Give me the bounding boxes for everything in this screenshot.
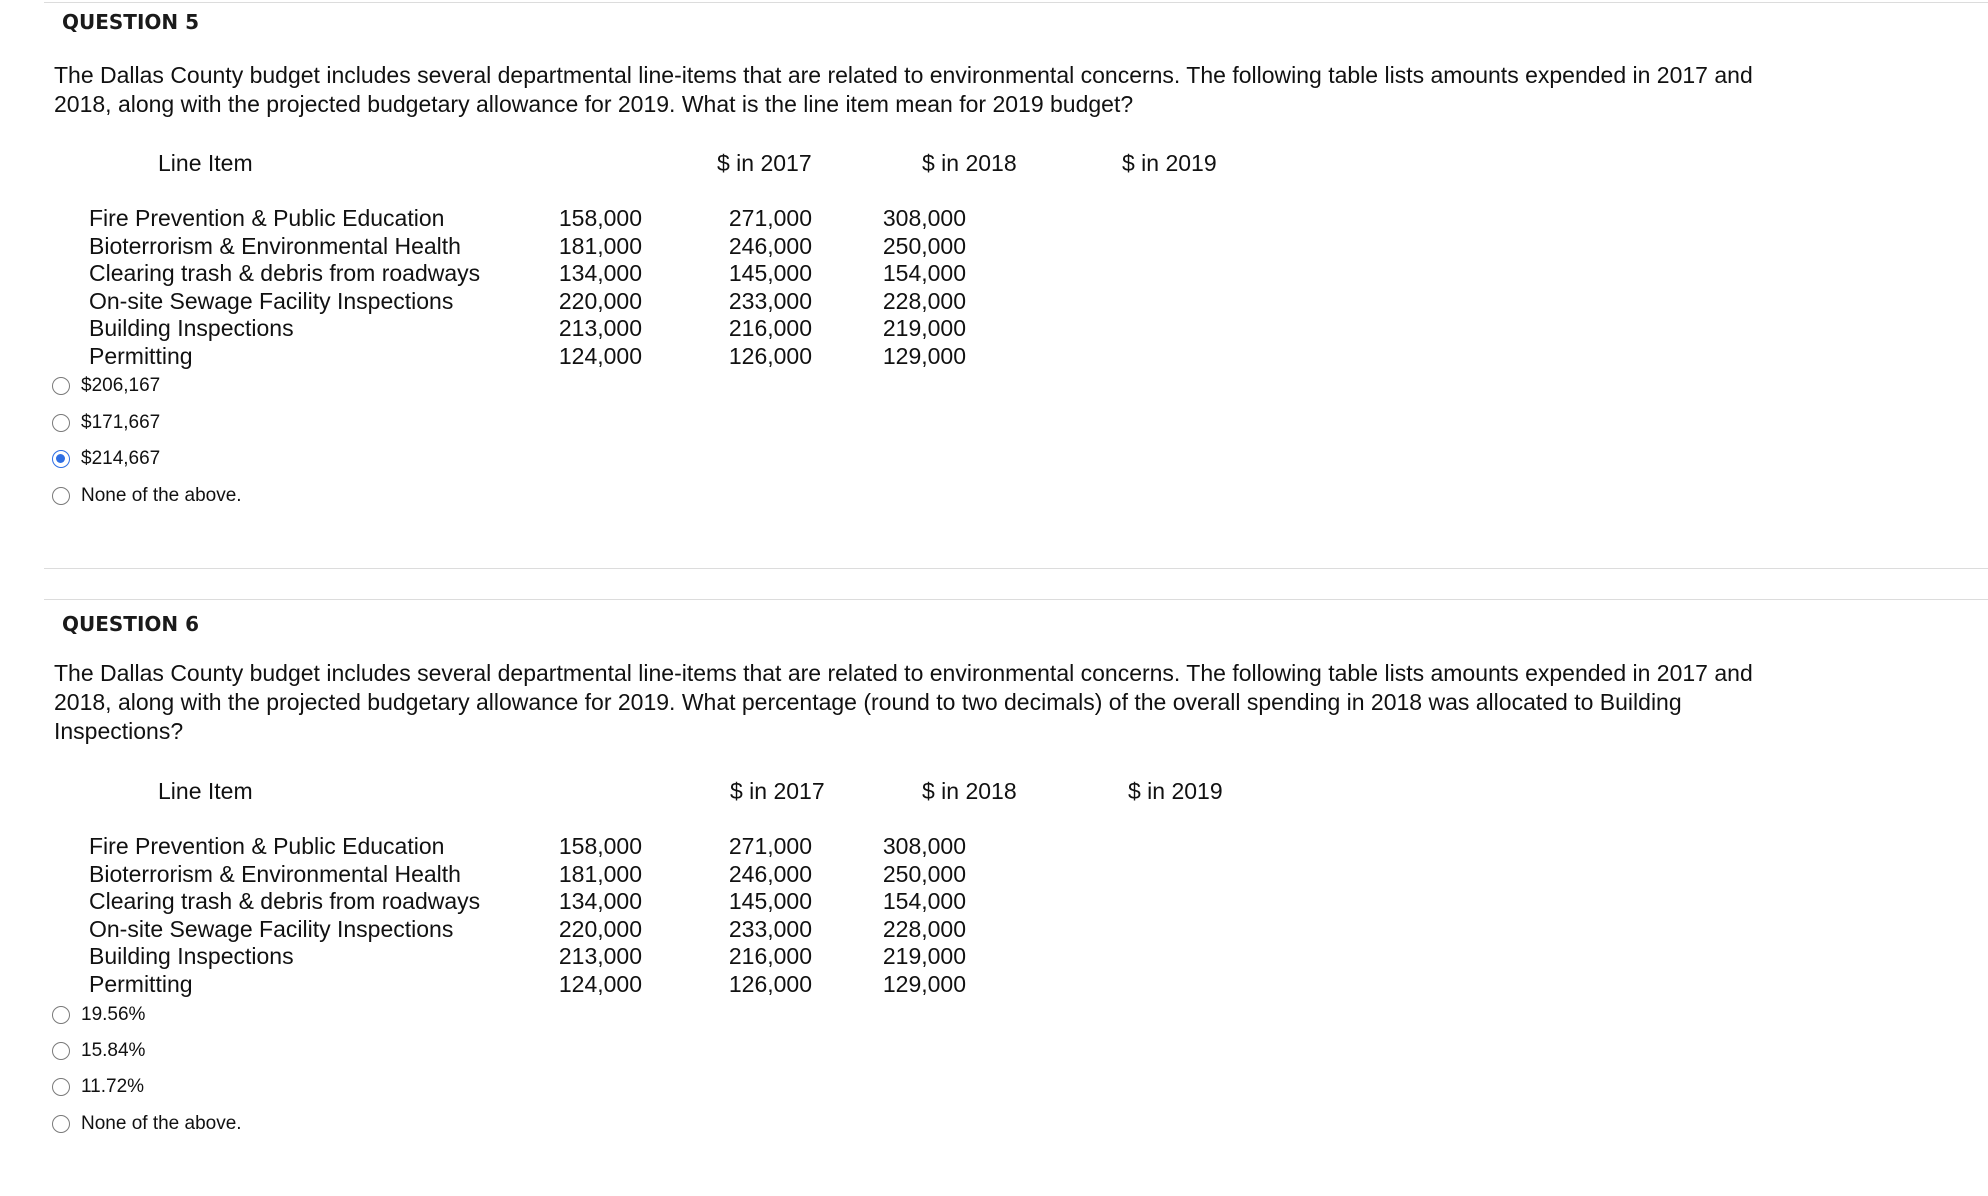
row-label: Clearing trash & debris from roadways: [89, 260, 481, 286]
row-value-col1: 213,000: [558, 315, 642, 341]
radio-button[interactable]: [52, 1078, 70, 1096]
header-2018: $ in 2018: [922, 150, 1017, 176]
row-value-col2: 126,000: [728, 342, 812, 369]
table-row: [0, 943, 1000, 970]
row-value-col3: 154,000: [882, 888, 966, 914]
question-title: QUESTION 5: [62, 10, 200, 34]
row-value-col1: 213,000: [558, 943, 642, 969]
row-value-col2: 271,000: [728, 833, 812, 859]
row-value-col1: 134,000: [558, 888, 642, 914]
option-label[interactable]: $214,667: [81, 448, 161, 469]
question-divider-secondary: [44, 599, 1988, 600]
row-value-col2: 246,000: [728, 860, 812, 887]
table-row: [0, 971, 1000, 998]
answer-option-c[interactable]: [52, 1074, 144, 1100]
row-label: Clearing trash & debris from roadways: [89, 888, 481, 914]
answer-option-a[interactable]: [52, 373, 160, 399]
table-row: [0, 343, 1000, 370]
row-label: Fire Prevention & Public Education: [89, 833, 445, 859]
table-row: [0, 888, 1000, 915]
table-row: [0, 833, 1000, 860]
question-divider: [44, 568, 1988, 569]
row-label: Fire Prevention & Public Education: [89, 205, 445, 231]
row-label: Bioterrorism & Environmental Health: [89, 232, 461, 259]
row-value-col3: 250,000: [882, 232, 966, 259]
row-label: Bioterrorism & Environmental Health: [89, 860, 461, 887]
header-line-item: Line Item: [158, 778, 253, 804]
answer-option-a[interactable]: [52, 1002, 145, 1028]
radio-button[interactable]: [52, 414, 70, 432]
row-value-col2: 216,000: [728, 943, 812, 969]
header-2018: $ in 2018: [922, 778, 1017, 804]
row-value-col1: 220,000: [558, 915, 642, 942]
option-label[interactable]: 11.72%: [81, 1076, 145, 1097]
header-2019: $ in 2019: [1128, 778, 1223, 804]
row-value-col3: 129,000: [882, 970, 966, 997]
question-text: The Dallas County budget includes several departmental line-items that are related to environmental concerns. The following table lists amounts expended in 2017 and 2018, along with the projected budgetary allowance for 2019. What percentage (round to two decimals) of the overall spending in 2018 was allocated to Building Inspections?: [54, 660, 1753, 744]
option-label[interactable]: $171,667: [81, 411, 161, 433]
row-value-col3: 129,000: [882, 342, 966, 369]
table-row: [0, 861, 1000, 888]
option-label[interactable]: 15.84%: [81, 1040, 146, 1061]
row-value-col1: 158,000: [558, 205, 642, 231]
radio-button[interactable]: [52, 1006, 70, 1024]
option-label[interactable]: $206,167: [81, 375, 161, 396]
row-value-col1: 220,000: [558, 287, 642, 314]
row-value-col3: 219,000: [882, 315, 966, 341]
answer-option-d[interactable]: [52, 1111, 242, 1137]
header-line-item: Line Item: [158, 150, 253, 176]
top-divider: [44, 2, 1988, 3]
row-value-col1: 158,000: [558, 833, 642, 859]
radio-button[interactable]: [52, 1042, 70, 1060]
table-row: [0, 260, 1000, 287]
row-value-col2: 126,000: [728, 970, 812, 997]
row-value-col1: 124,000: [558, 970, 642, 997]
row-value-col3: 154,000: [882, 260, 966, 286]
radio-button[interactable]: [52, 487, 70, 505]
row-label: Permitting: [89, 342, 193, 369]
row-value-col2: 246,000: [728, 232, 812, 259]
table-row: [0, 916, 1000, 943]
row-value-col3: 308,000: [882, 205, 966, 231]
option-label[interactable]: None of the above.: [81, 1112, 242, 1134]
row-value-col3: 250,000: [882, 860, 966, 887]
row-value-col1: 124,000: [558, 342, 642, 369]
row-label: On-site Sewage Facility Inspections: [89, 287, 454, 314]
radio-button[interactable]: [52, 450, 70, 468]
answer-option-c[interactable]: [52, 446, 160, 472]
row-label: On-site Sewage Facility Inspections: [89, 915, 454, 942]
row-value-col3: 308,000: [882, 833, 966, 859]
question-text: The Dallas County budget includes several departmental line-items that are related to environmental concerns. The following table lists amounts expended in 2017 and 2018, along with the projected budgetary allowance for 2019. What is the line item mean for 2019 budget?: [54, 62, 1753, 117]
row-value-col3: 219,000: [882, 943, 966, 969]
table-row: [0, 315, 1000, 342]
radio-button[interactable]: [52, 1115, 70, 1133]
row-value-col1: 134,000: [558, 260, 642, 286]
row-label: Building Inspections: [89, 315, 294, 341]
table-row: [0, 288, 1000, 315]
radio-button[interactable]: [52, 377, 70, 395]
row-value-col2: 145,000: [728, 888, 812, 914]
answer-option-d[interactable]: [52, 483, 242, 509]
row-value-col1: 181,000: [558, 860, 642, 887]
header-2017: $ in 2017: [717, 150, 812, 176]
row-value-col2: 271,000: [728, 205, 812, 231]
option-label[interactable]: 19.56%: [81, 1004, 146, 1025]
answer-option-b[interactable]: [52, 1038, 145, 1064]
header-2019: $ in 2019: [1122, 150, 1217, 176]
table-row: [0, 233, 1000, 260]
row-label: Permitting: [89, 970, 193, 997]
row-value-col2: 233,000: [728, 915, 812, 942]
row-value-col3: 228,000: [882, 287, 966, 314]
option-label[interactable]: None of the above.: [81, 484, 242, 506]
row-value-col2: 145,000: [728, 260, 812, 286]
row-value-col1: 181,000: [558, 232, 642, 259]
row-label: Building Inspections: [89, 943, 294, 969]
row-value-col2: 216,000: [728, 315, 812, 341]
row-value-col2: 233,000: [728, 287, 812, 314]
header-2017: $ in 2017: [730, 778, 825, 804]
table-row: [0, 205, 1000, 232]
answer-option-b[interactable]: [52, 410, 160, 436]
row-value-col3: 228,000: [882, 915, 966, 942]
question-title: QUESTION 6: [62, 612, 200, 636]
